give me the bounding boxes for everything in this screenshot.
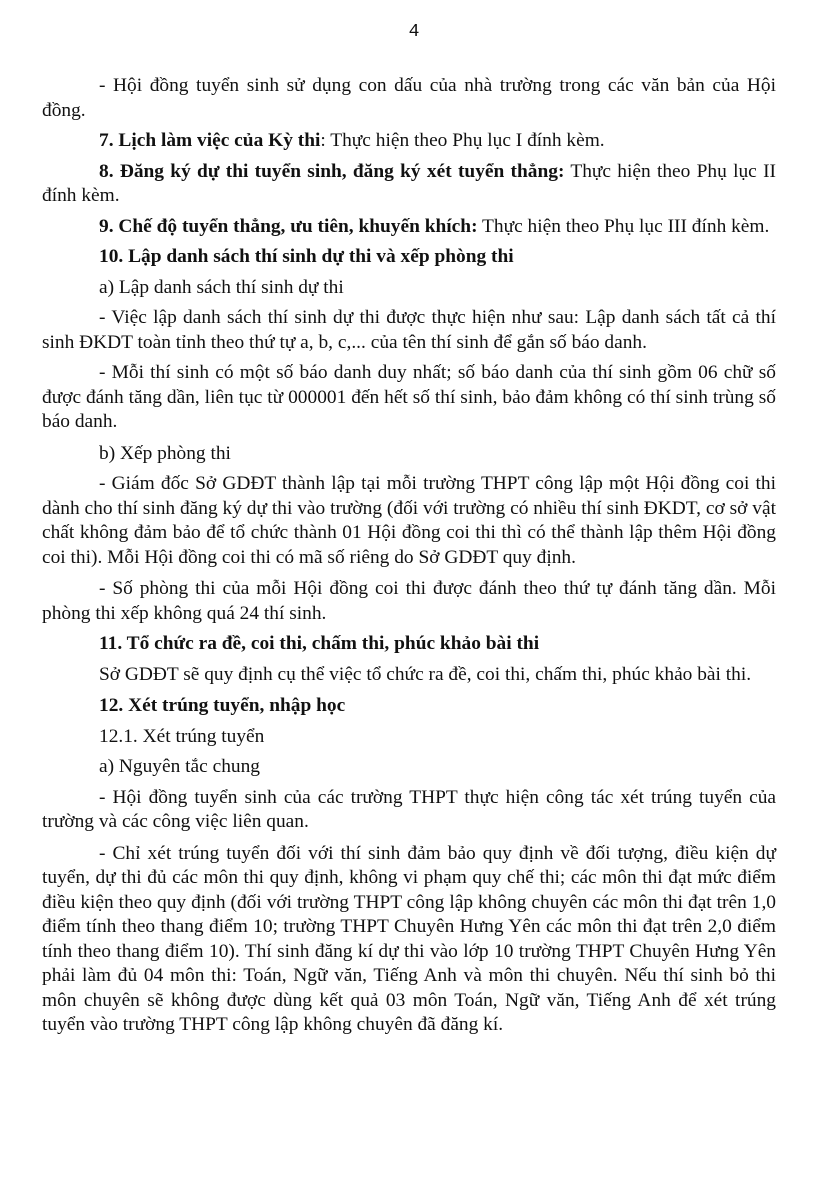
- section-10-heading-text: 10. Lập danh sách thí sinh dự thi và xếp phòng thi: [99, 246, 514, 267]
- section-11-heading: [42, 632, 776, 657]
- document-body: [42, 74, 776, 1044]
- section-10b-heading: b) Xếp phòng thi: [99, 442, 231, 464]
- section-9-heading: 9. Chế độ tuyển thẳng, ưu tiên, khuyến khích:: [99, 215, 478, 237]
- section-12-1a-item-1: - Hội đồng tuyển sinh của các trường THPT thực hiện công tác xét trúng tuyển của trường và các công việc liên quan.: [42, 786, 776, 832]
- section-10a-item-2: - Mỗi thí sinh có một số báo danh duy nhất; số báo danh của thí sinh gồm 06 chữ số được đánh tăng dần, liên tục từ 000001 đến hết số thí sinh, bảo đảm không có thí sinh trùng số báo danh.: [42, 362, 776, 432]
- section-12-heading-text: 12. Xét trúng tuyển, nhập học: [99, 695, 346, 716]
- page-number: 4: [408, 22, 420, 42]
- section-7: [42, 129, 776, 154]
- paragraph-council-seal: - Hội đồng tuyển sinh sử dụng con dấu của nhà trường trong các văn bản của Hội đồng.: [42, 75, 776, 121]
- section-7-heading: 7. Lịch làm việc của Kỳ thi: [99, 130, 321, 151]
- section-10b-item-2: - Số phòng thi của mỗi Hội đồng coi thi được đánh theo thứ tự đánh tăng dần. Mỗi phòng thi xếp không quá 24 thí sinh.: [42, 578, 776, 624]
- section-12-1a-heading: a) Nguyên tắc chung: [99, 756, 260, 777]
- section-8-heading: 8. Đăng ký dự thi tuyển sinh, đăng ký xét tuyển thẳng:: [99, 160, 565, 182]
- section-9-text: Thực hiện theo Phụ lục III đính kèm.: [477, 215, 770, 237]
- section-9: [42, 215, 776, 240]
- section-11-heading-text: 11. Tổ chức ra đề, coi thi, chấm thi, phúc khảo bài thi: [99, 633, 540, 654]
- section-7-text: : Thực hiện theo Phụ lục I đính kèm.: [320, 130, 605, 151]
- section-8: [42, 160, 776, 209]
- section-12-heading: [42, 694, 776, 719]
- section-10-heading: [42, 245, 776, 270]
- section-12-1a-item-2: - Chỉ xét trúng tuyển đối với thí sinh đảm bảo quy định về đối tượng, điều kiện dự tuyển, dự thi đủ các môn thi quy định, không vi phạm quy chế thi; các môn thi đạt mức điểm điều kiện theo quy định (đối với trường THPT công lập không chuyên các môn thi đạt trên 1,0 điểm tính theo thang điểm 10; trường THPT Chuyên Hưng Yên các môn thi đạt trên 2,0 điểm tính theo thang điểm 10). Thí sinh đăng kí dự thi vào lớp 10 trường THPT Chuyên Hưng Yên phải làm đủ 04 môn thi: Toán, Ngữ văn, Tiếng Anh và môn thi chuyên. Nếu thí sinh bỏ thi môn chuyên sẽ không được dùng kết quả 03 môn Toán, Ngữ văn, Tiếng Anh để xét trúng tuyển vào trường THPT công lập không chuyên đã đăng kí.: [42, 842, 776, 1035]
- section-10b-item-1: - Giám đốc Sở GDĐT thành lập tại mỗi trường THPT công lập một Hội đồng coi thi dành cho thí sinh đăng ký dự thi vào trường (đối với trường có nhiều thí sinh ĐKDT, cơ sở vật chất không đảm bảo để tổ chức thành 01 Hội đồng coi thi thì có thể thành lập thêm Hội đồng coi thi). Mỗi Hội đồng coi thi có mã số riêng do Sở GDĐT quy định.: [42, 473, 776, 568]
- section-10a-heading: a) Lập danh sách thí sinh dự thi: [99, 276, 344, 298]
- section-12-1-heading: 12.1. Xét trúng tuyển: [99, 725, 265, 747]
- section-10a-item-1: - Việc lập danh sách thí sinh dự thi được thực hiện như sau: Lập danh sách tất cả thí sinh ĐKDT toàn tỉnh theo thứ tự a, b, c,... của tên thí sinh để gắn số báo danh.: [42, 307, 776, 353]
- section-8-text: Thực hiện theo Phụ lục II đính kèm.: [42, 160, 776, 206]
- section-11-text: Sở GDĐT sẽ quy định cụ thể việc tổ chức ra đề, coi thi, chấm thi, phúc khảo bài thi.: [99, 663, 752, 685]
